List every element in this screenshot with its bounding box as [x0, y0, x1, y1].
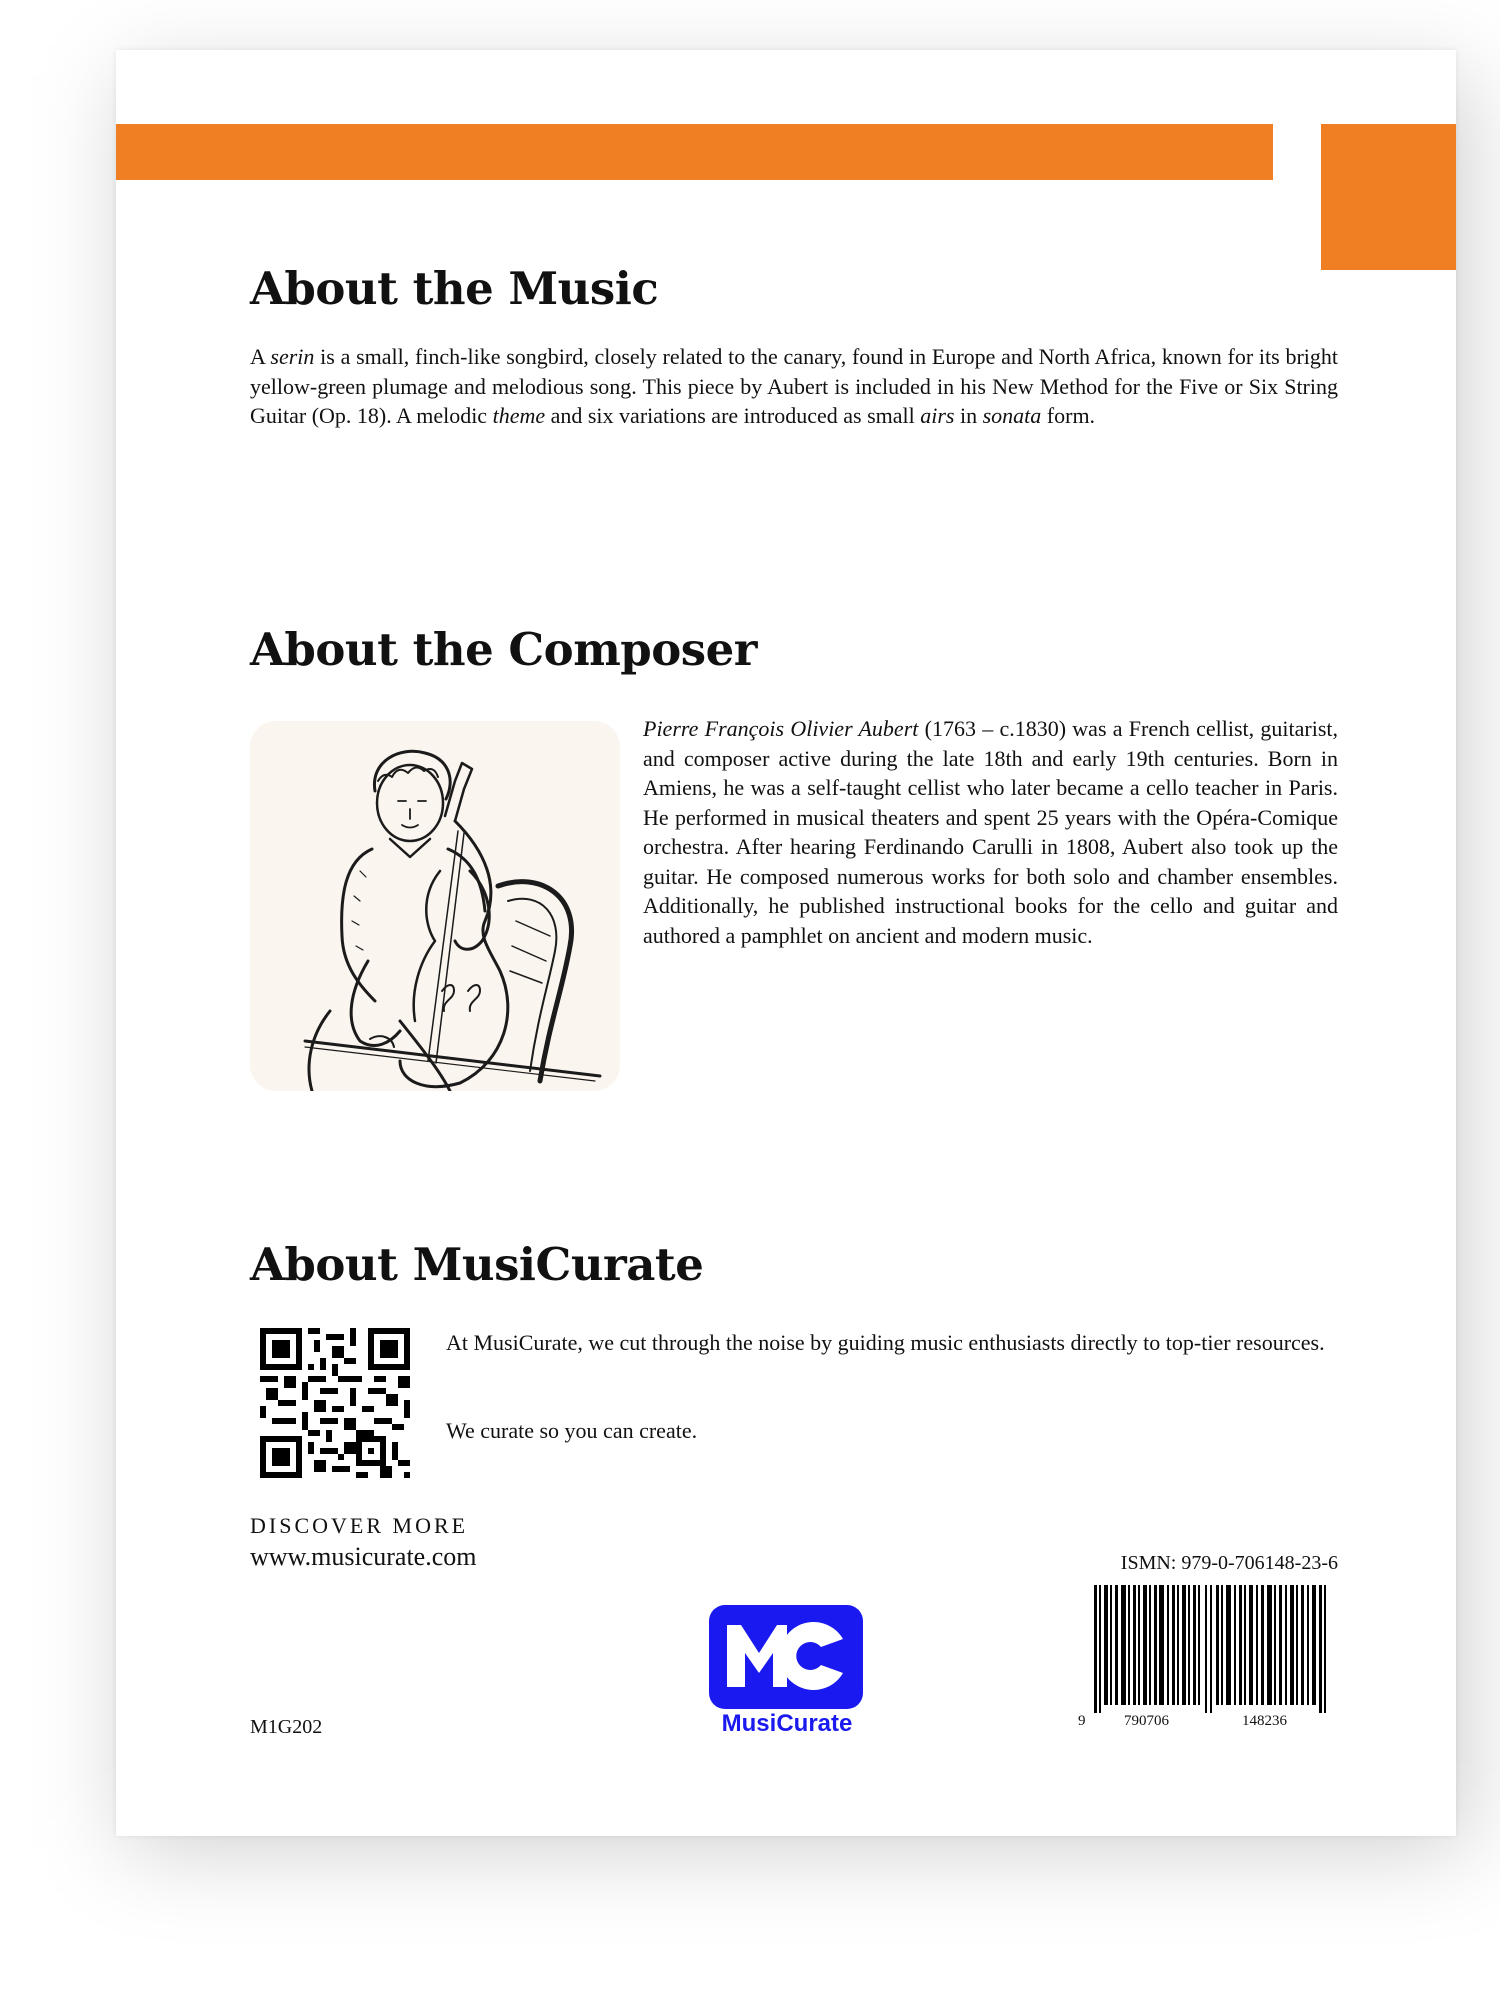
catalog-code: M1G202: [250, 1716, 323, 1738]
publisher-heading: About MusiCurate: [250, 1238, 704, 1291]
barcode-bars: [1094, 1585, 1326, 1713]
composer-bio-text: (1763 – c.1830) was a French cellist, guitarist, and composer active during the late 18th and early 19th centuries. Born in Amiens, he was a self-taught cellist who later became a cello teacher in Paris. He performed in musical theaters and spent 25 years with the Opéra-Comique orchestra. After hearing Ferdinando Carulli in 1808, Aubert also took up the guitar. He composed numerous works for both solo and chamber ensembles. Additionally, he published instructional books for the cello and guitar and authored a pamphlet on ancient and modern music.: [643, 716, 1338, 948]
music-term-serin: serin: [270, 344, 315, 369]
music-term-sonata: sonata: [982, 403, 1042, 428]
composer-heading: About the Composer: [250, 623, 757, 676]
discover-more-label: DISCOVER MORE: [250, 1513, 469, 1538]
barcode: [1076, 1585, 1341, 1735]
website-link[interactable]: www.musicurate.com: [250, 1542, 477, 1571]
music-description: [250, 342, 1338, 431]
music-text-4: in: [954, 403, 983, 428]
back-cover: [116, 50, 1456, 1836]
music-text-5: form.: [1041, 403, 1096, 428]
barcode-digit-first: 9: [1078, 1713, 1086, 1729]
qr-code-icon[interactable]: [260, 1328, 410, 1478]
composer-portrait: [250, 721, 620, 1091]
music-term-airs: airs: [920, 403, 955, 428]
composer-name: Pierre François Olivier Aubert: [643, 716, 919, 741]
mc-monogram-icon: [709, 1605, 863, 1709]
music-heading: About the Music: [250, 262, 659, 315]
music-text-2: is a small, finch-like songbird, closely related to the canary, found in Europe and North Africa, known for its bright yellow-green plumage and melodious song. This piece by Aubert is included in his New Method for the Five or Six String Guitar (Op. 18). A melodic: [250, 344, 1338, 428]
composer-biography: [643, 714, 1338, 950]
publisher-mission: At MusiCurate, we cut through the noise by guiding music enthusiasts directly to top-tier resources.: [446, 1330, 1325, 1355]
orange-corner-block: [1321, 124, 1456, 270]
music-text-1: A: [250, 344, 271, 369]
cellist-engraving-illustration: [250, 721, 620, 1091]
ismn-number: ISMN: 979-0-706148-23-6: [1120, 1552, 1338, 1574]
barcode-digits-left: 790706: [1124, 1713, 1169, 1729]
musicurate-logo-text: MusiCurate: [721, 1710, 853, 1737]
music-text-3: and six variations are introduced as small: [545, 403, 921, 428]
barcode-digits-right: 148236: [1242, 1713, 1287, 1729]
musicurate-logo-icon: [709, 1605, 863, 1709]
orange-top-bar: [116, 124, 1273, 180]
music-term-theme: theme: [492, 403, 546, 428]
publisher-slogan: We curate so you can create.: [446, 1418, 698, 1443]
